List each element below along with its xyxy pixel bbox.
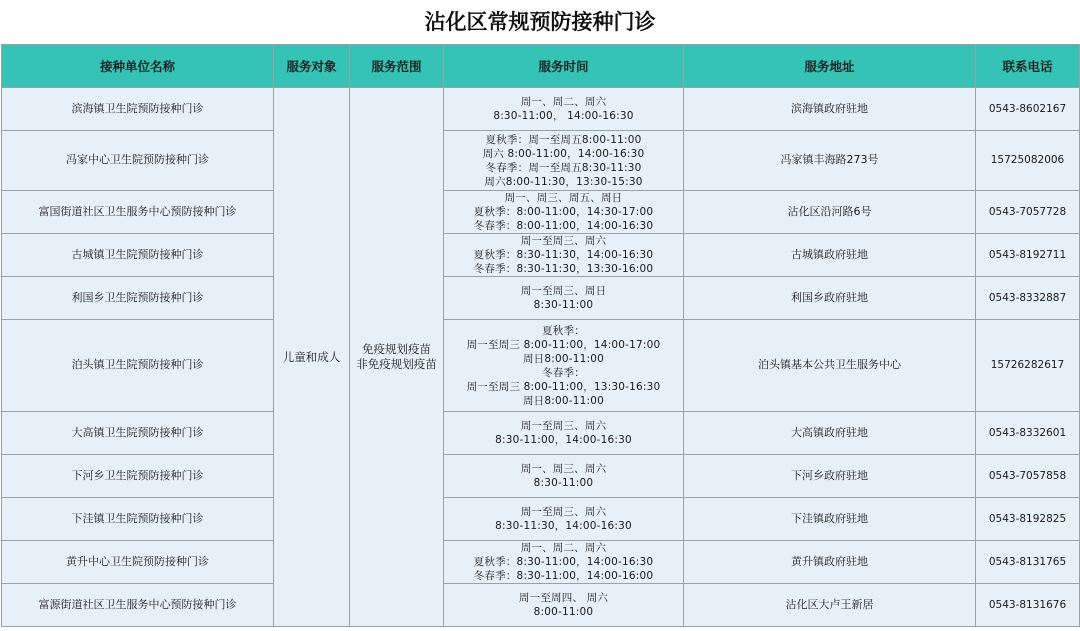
table-body — [2, 88, 1080, 627]
phone-cell: 0543-8332601 — [976, 412, 1080, 455]
service-time-line: 周一至周三 8:00-11:00，14:00-17:00 — [466, 338, 661, 351]
service-time-line: 周日8:00-11:00 — [522, 394, 605, 407]
service-address-cell: 冯家镇丰海路273号 — [684, 131, 976, 191]
service-time-line: 周一至周三、周日 — [520, 285, 607, 297]
service-time-line: 8:00-11:00 — [533, 606, 594, 618]
service-time-cell — [444, 541, 684, 584]
service-target-cell: 儿童和成人 — [274, 88, 350, 627]
service-time-line: 冬春季： — [542, 366, 585, 379]
service-address-cell: 黄升镇政府驻地 — [684, 541, 976, 584]
phone-cell: 0543-8192711 — [976, 234, 1080, 277]
service-time-line: 周一、周三、周六 — [520, 463, 607, 475]
service-address-cell: 滨海镇政府驻地 — [684, 88, 976, 131]
service-time-line: 周六 8:00-11:00，14:00-16:30 — [482, 147, 645, 160]
service-time-line: 冬春季：周一至周五8:30-11:30 — [485, 161, 642, 174]
clinic-name-cell: 下河乡卫生院预防接种门诊 — [2, 455, 274, 498]
table-row — [2, 455, 1080, 498]
table-row — [2, 88, 1080, 131]
phone-cell: 0543-8131676 — [976, 584, 1080, 627]
service-time-cell — [444, 277, 684, 320]
table-row — [2, 498, 1080, 541]
service-time-line: 周一至周三 8:00-11:00，13:30-16:30 — [466, 380, 661, 393]
table-row — [2, 131, 1080, 191]
header-phone: 联系电话 — [976, 45, 1080, 88]
service-time-line: 夏秋季：8:30-11:00，14:00-16:30 — [473, 556, 654, 568]
header-scope: 服务范围 — [350, 45, 444, 88]
clinic-name-cell: 黄升中心卫生院预防接种门诊 — [2, 541, 274, 584]
table-row — [2, 234, 1080, 277]
table-row — [2, 412, 1080, 455]
phone-cell: 0543-7057858 — [976, 455, 1080, 498]
page-title: 沾化区常规预防接种门诊 — [424, 9, 656, 34]
service-scope-cell — [350, 88, 444, 627]
service-scope-line: 免疫规划疫苗 — [362, 342, 431, 356]
service-address-cell: 利国乡政府驻地 — [684, 277, 976, 320]
service-time-line: 冬春季：8:30-11:30，13:30-16:00 — [473, 263, 654, 275]
service-time-line: 夏秋季：8:30-11:30，14:00-16:30 — [473, 249, 654, 261]
service-time-line: 夏秋季：8:00-11:00，14:30-17:00 — [473, 206, 654, 218]
table-row — [2, 191, 1080, 234]
phone-cell: 15725082006 — [976, 131, 1080, 191]
service-time-cell — [444, 191, 684, 234]
service-address-cell: 大高镇政府驻地 — [684, 412, 976, 455]
service-time-cell — [444, 455, 684, 498]
service-time-line: 冬春季：8:30-11:00，14:00-16:00 — [473, 570, 654, 582]
header-address: 服务地址 — [684, 45, 976, 88]
clinic-name-cell: 富源街道社区卫生服务中心预防接种门诊 — [2, 584, 274, 627]
table-header-row — [2, 45, 1080, 88]
service-time-cell — [444, 88, 684, 131]
service-scope-line: 非免疫规划疫苗 — [356, 357, 437, 371]
clinic-table — [1, 44, 1080, 627]
phone-cell: 0543-8332887 — [976, 277, 1080, 320]
service-time-line: 周日8:00-11:00 — [522, 352, 605, 365]
clinic-name-cell: 下洼镇卫生院预防接种门诊 — [2, 498, 274, 541]
service-time-line: 周六8:00-11:30，13:30-15:30 — [484, 175, 643, 188]
service-time-line: 8:30-11:30，14:00-16:30 — [495, 520, 632, 532]
phone-cell: 0543-7057728 — [976, 191, 1080, 234]
service-time-line: 周一至周三、周六 — [520, 506, 607, 518]
phone-cell: 0543-8131765 — [976, 541, 1080, 584]
header-time: 服务时间 — [444, 45, 684, 88]
service-time-cell — [444, 584, 684, 627]
service-time-line: 8:30-11:00 — [533, 477, 594, 489]
service-time-line: 周一至周四、 周六 — [518, 592, 609, 604]
service-time-line: 夏秋季： — [542, 324, 585, 337]
header-unit: 接种单位名称 — [2, 45, 274, 88]
service-time-line: 周一、周三、周五、周日 — [504, 192, 623, 204]
service-time-cell — [444, 320, 684, 412]
service-time-line: 8:30-11:00， 14:00-16:30 — [493, 110, 634, 122]
clinic-name-cell: 利国乡卫生院预防接种门诊 — [2, 277, 274, 320]
service-address-cell: 古城镇政府驻地 — [684, 234, 976, 277]
clinic-name-cell: 古城镇卫生院预防接种门诊 — [2, 234, 274, 277]
phone-cell: 0543-8602167 — [976, 88, 1080, 131]
service-time-line: 周一至周三、周六 — [520, 235, 607, 247]
clinic-name-cell: 大高镇卫生院预防接种门诊 — [2, 412, 274, 455]
clinic-name-cell: 泊头镇卫生院预防接种门诊 — [2, 320, 274, 412]
clinic-name-cell: 滨海镇卫生院预防接种门诊 — [2, 88, 274, 131]
phone-cell: 15726282617 — [976, 320, 1080, 412]
service-time-line: 周一至周三、周六 — [520, 420, 607, 432]
service-time-cell — [444, 498, 684, 541]
service-address-cell: 泊头镇基本公共卫生服务中心 — [684, 320, 976, 412]
table-row — [2, 277, 1080, 320]
table-row — [2, 584, 1080, 627]
phone-cell: 0543-8192825 — [976, 498, 1080, 541]
service-time-line: 夏秋季：周一至周五8:00-11:00 — [485, 133, 642, 146]
service-address-cell: 下河乡政府驻地 — [684, 455, 976, 498]
service-time-line: 周一、周二、周六 — [520, 542, 607, 554]
service-time-line: 周一、周二、周六 — [520, 96, 607, 108]
service-time-cell — [444, 131, 684, 191]
service-time-line: 8:30-11:00，14:00-16:30 — [495, 434, 632, 446]
service-time-line: 冬春季：8:00-11:00，14:00-16:30 — [473, 220, 654, 232]
service-time-cell — [444, 234, 684, 277]
clinic-name-cell: 富国街道社区卫生服务中心预防接种门诊 — [2, 191, 274, 234]
service-time-cell — [444, 412, 684, 455]
service-address-cell: 下洼镇政府驻地 — [684, 498, 976, 541]
header-target: 服务对象 — [274, 45, 350, 88]
service-time-line: 8:30-11:00 — [533, 299, 594, 311]
table-row — [2, 320, 1080, 412]
service-address-cell: 沾化区大卢王新居 — [684, 584, 976, 627]
clinic-name-cell: 冯家中心卫生院预防接种门诊 — [2, 131, 274, 191]
table-row — [2, 541, 1080, 584]
service-address-cell: 沾化区沿河路6号 — [684, 191, 976, 234]
